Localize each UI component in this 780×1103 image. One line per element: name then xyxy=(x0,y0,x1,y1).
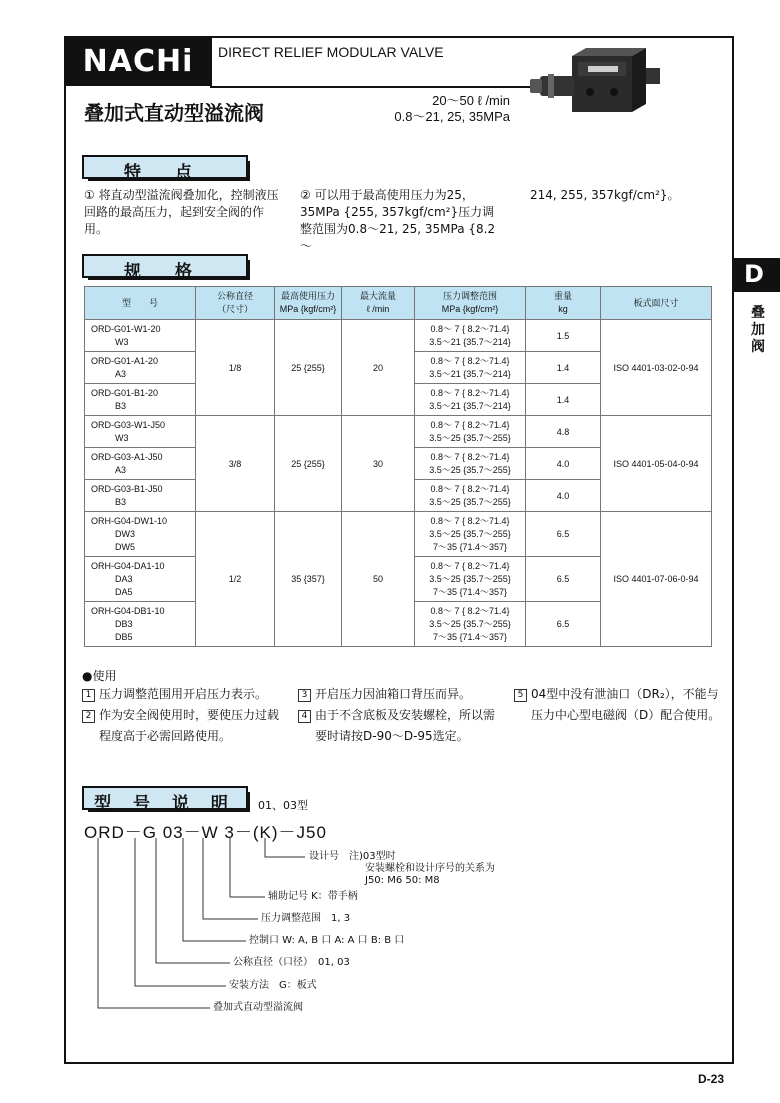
max-pressure-cell: 25 {255} xyxy=(275,416,342,512)
legend-mounting: 安装方法 G：板式 xyxy=(229,980,317,991)
legend-pressure-range: 压力调整范围 1, 3 xyxy=(261,913,351,924)
weight-cell: 1.5 xyxy=(526,320,601,352)
model-cell: ORH-G04-DA1-10 DA3 DA5 xyxy=(85,557,196,602)
model-code-string: ORD－G 03－W 3－(K)－J50 xyxy=(84,823,327,842)
feature-item-2: ② 可以用于最高使用压力为25，35MPa {255, 357kgf/cm²}压力调整范围为0.8～21, 25, 35MPa {8.2～ xyxy=(300,188,496,253)
model-code-subtitle: 01、03型 xyxy=(258,799,308,812)
model-cell: ORH-G04-DW1-10 DW3 DW5 xyxy=(85,512,196,557)
logo-text: NACHi xyxy=(82,44,194,79)
usage-note-3: 3 开启压力因油箱口背压而异。 xyxy=(298,684,508,705)
legend-control-port: 控制口 W: A, B 口 A: A 口 B: B 口 xyxy=(249,935,405,946)
col-pressure-range: 压力调整范围 MPa {kgf/cm²} xyxy=(415,287,526,320)
feature-item-3: 214, 255, 357kgf/cm²}。 xyxy=(530,188,680,202)
mounting-cell: ISO 4401-07-06-0-94 xyxy=(601,512,712,647)
page-number: D-23 xyxy=(698,1072,725,1086)
section-tab-label: 叠加阀 xyxy=(751,305,765,355)
range-cell: 0.8～ 7 { 8.2～71.4} 3.5～25 {35.7～255} xyxy=(415,448,526,480)
col-mounting: 板式面尺寸 xyxy=(601,287,712,320)
range-cell: 0.8～ 7 { 8.2～71.4} 3.5～25 {35.7～255} xyxy=(415,416,526,448)
model-cell: ORD-G01-W1-20 W3 xyxy=(85,320,196,352)
model-cell: ORH-G04-DB1-10 DB3 DB5 xyxy=(85,602,196,647)
max-pressure-cell: 25 {255} xyxy=(275,320,342,416)
range-cell: 0.8～ 7 { 8.2～71.4} 3.5～25 {35.7～255} xyxy=(415,480,526,512)
col-model: 型 号 xyxy=(85,287,196,320)
legend-valve-name: 叠加式直动型溢流阀 xyxy=(213,1002,303,1013)
usage-note-5: 5 04型中没有泄油口（DR₂），不能与 压力中心型电磁阀（D）配合使用。 xyxy=(514,684,724,726)
weight-cell: 6.5 xyxy=(526,602,601,647)
weight-cell: 6.5 xyxy=(526,557,601,602)
range-cell: 0.8～ 7 { 8.2～71.4} 3.5～25 {35.7～255} 7～35 {71.4～357} xyxy=(415,512,526,557)
legend-design-number: 设计号 注)03型时 安装螺栓和设计序号的关系为 J50: M6 50: M8 xyxy=(309,851,495,886)
range-cell: 0.8～ 7 { 8.2～71.4} 3.5～25 {35.7～255} 7～35 {71.4～357} xyxy=(415,557,526,602)
mounting-cell: ISO 4401-03-02-0-94 xyxy=(601,320,712,416)
chinese-title: 叠加式直动型溢流阀 xyxy=(84,101,264,125)
weight-cell: 4.0 xyxy=(526,480,601,512)
usage-title: ●使用 xyxy=(82,669,117,683)
col-size: 公称直径 （尺寸） xyxy=(196,287,275,320)
size-cell: 1/8 xyxy=(196,320,275,416)
model-cell: ORD-G03-W1-J50 W3 xyxy=(85,416,196,448)
usage-note-4: 4 由于不含底板及安装螺栓，所以需 要时请按D-90～D-95选定。 xyxy=(298,705,508,747)
model-cell: ORD-G01-B1-20 B3 xyxy=(85,384,196,416)
weight-cell: 6.5 xyxy=(526,512,601,557)
max-flow-cell: 20 xyxy=(342,320,415,416)
usage-note-1: 1 压力调整范围用开启压力表示。 xyxy=(82,684,292,705)
col-max-flow: 最大流量 ℓ /min xyxy=(342,287,415,320)
features-title: 特 点 xyxy=(124,163,206,183)
section-tab-letter: D xyxy=(744,260,764,288)
col-weight: 重量 kg xyxy=(526,287,601,320)
usage-note-2: 2 作为安全阀使用时，要使压力过载 程度高于必需回路使用。 xyxy=(82,705,292,747)
pressure-range: 0.8～21, 25, 35MPa xyxy=(394,109,510,124)
legend-aux-mark: 辅助记号 K：带手柄 xyxy=(268,891,358,902)
weight-cell: 4.0 xyxy=(526,448,601,480)
max-pressure-cell: 35 {357} xyxy=(275,512,342,647)
max-flow-cell: 30 xyxy=(342,416,415,512)
feature-item-1: ① 将直动型溢流阀叠加化，控制液压回路的最高压力，起到安全阀的作用。 xyxy=(84,188,279,236)
range-cell: 0.8～ 7 { 8.2～71.4} 3.5～21 {35.7～214} xyxy=(415,352,526,384)
weight-cell: 1.4 xyxy=(526,384,601,416)
specs-title: 规 格 xyxy=(124,262,206,282)
flow-range: 20～50 ℓ /min xyxy=(432,93,510,108)
model-cell: ORD-G01-A1-20 A3 xyxy=(85,352,196,384)
range-cell: 0.8～ 7 { 8.2～71.4} 3.5～25 {35.7～255} 7～35 {71.4～357} xyxy=(415,602,526,647)
weight-cell: 1.4 xyxy=(526,352,601,384)
max-flow-cell: 50 xyxy=(342,512,415,647)
model-cell: ORD-G03-A1-J50 A3 xyxy=(85,448,196,480)
model-code-title: 型 号 说 明 xyxy=(94,794,236,814)
range-cell: 0.8～ 7 { 8.2～71.4} 3.5～21 {35.7～214} xyxy=(415,384,526,416)
col-max-pressure: 最高使用压力 MPa {kgf/cm²} xyxy=(275,287,342,320)
mounting-cell: ISO 4401-05-04-0-94 xyxy=(601,416,712,512)
size-cell: 3/8 xyxy=(196,416,275,512)
range-cell: 0.8～ 7 { 8.2～71.4} 3.5～21 {35.7～214} xyxy=(415,320,526,352)
english-title: DIRECT RELIEF MODULAR VALVE xyxy=(218,44,444,60)
size-cell: 1/2 xyxy=(196,512,275,647)
legend-nominal-size: 公称直径（口径） 01, 03 xyxy=(233,957,350,968)
weight-cell: 4.8 xyxy=(526,416,601,448)
model-cell: ORD-G03-B1-J50 B3 xyxy=(85,480,196,512)
